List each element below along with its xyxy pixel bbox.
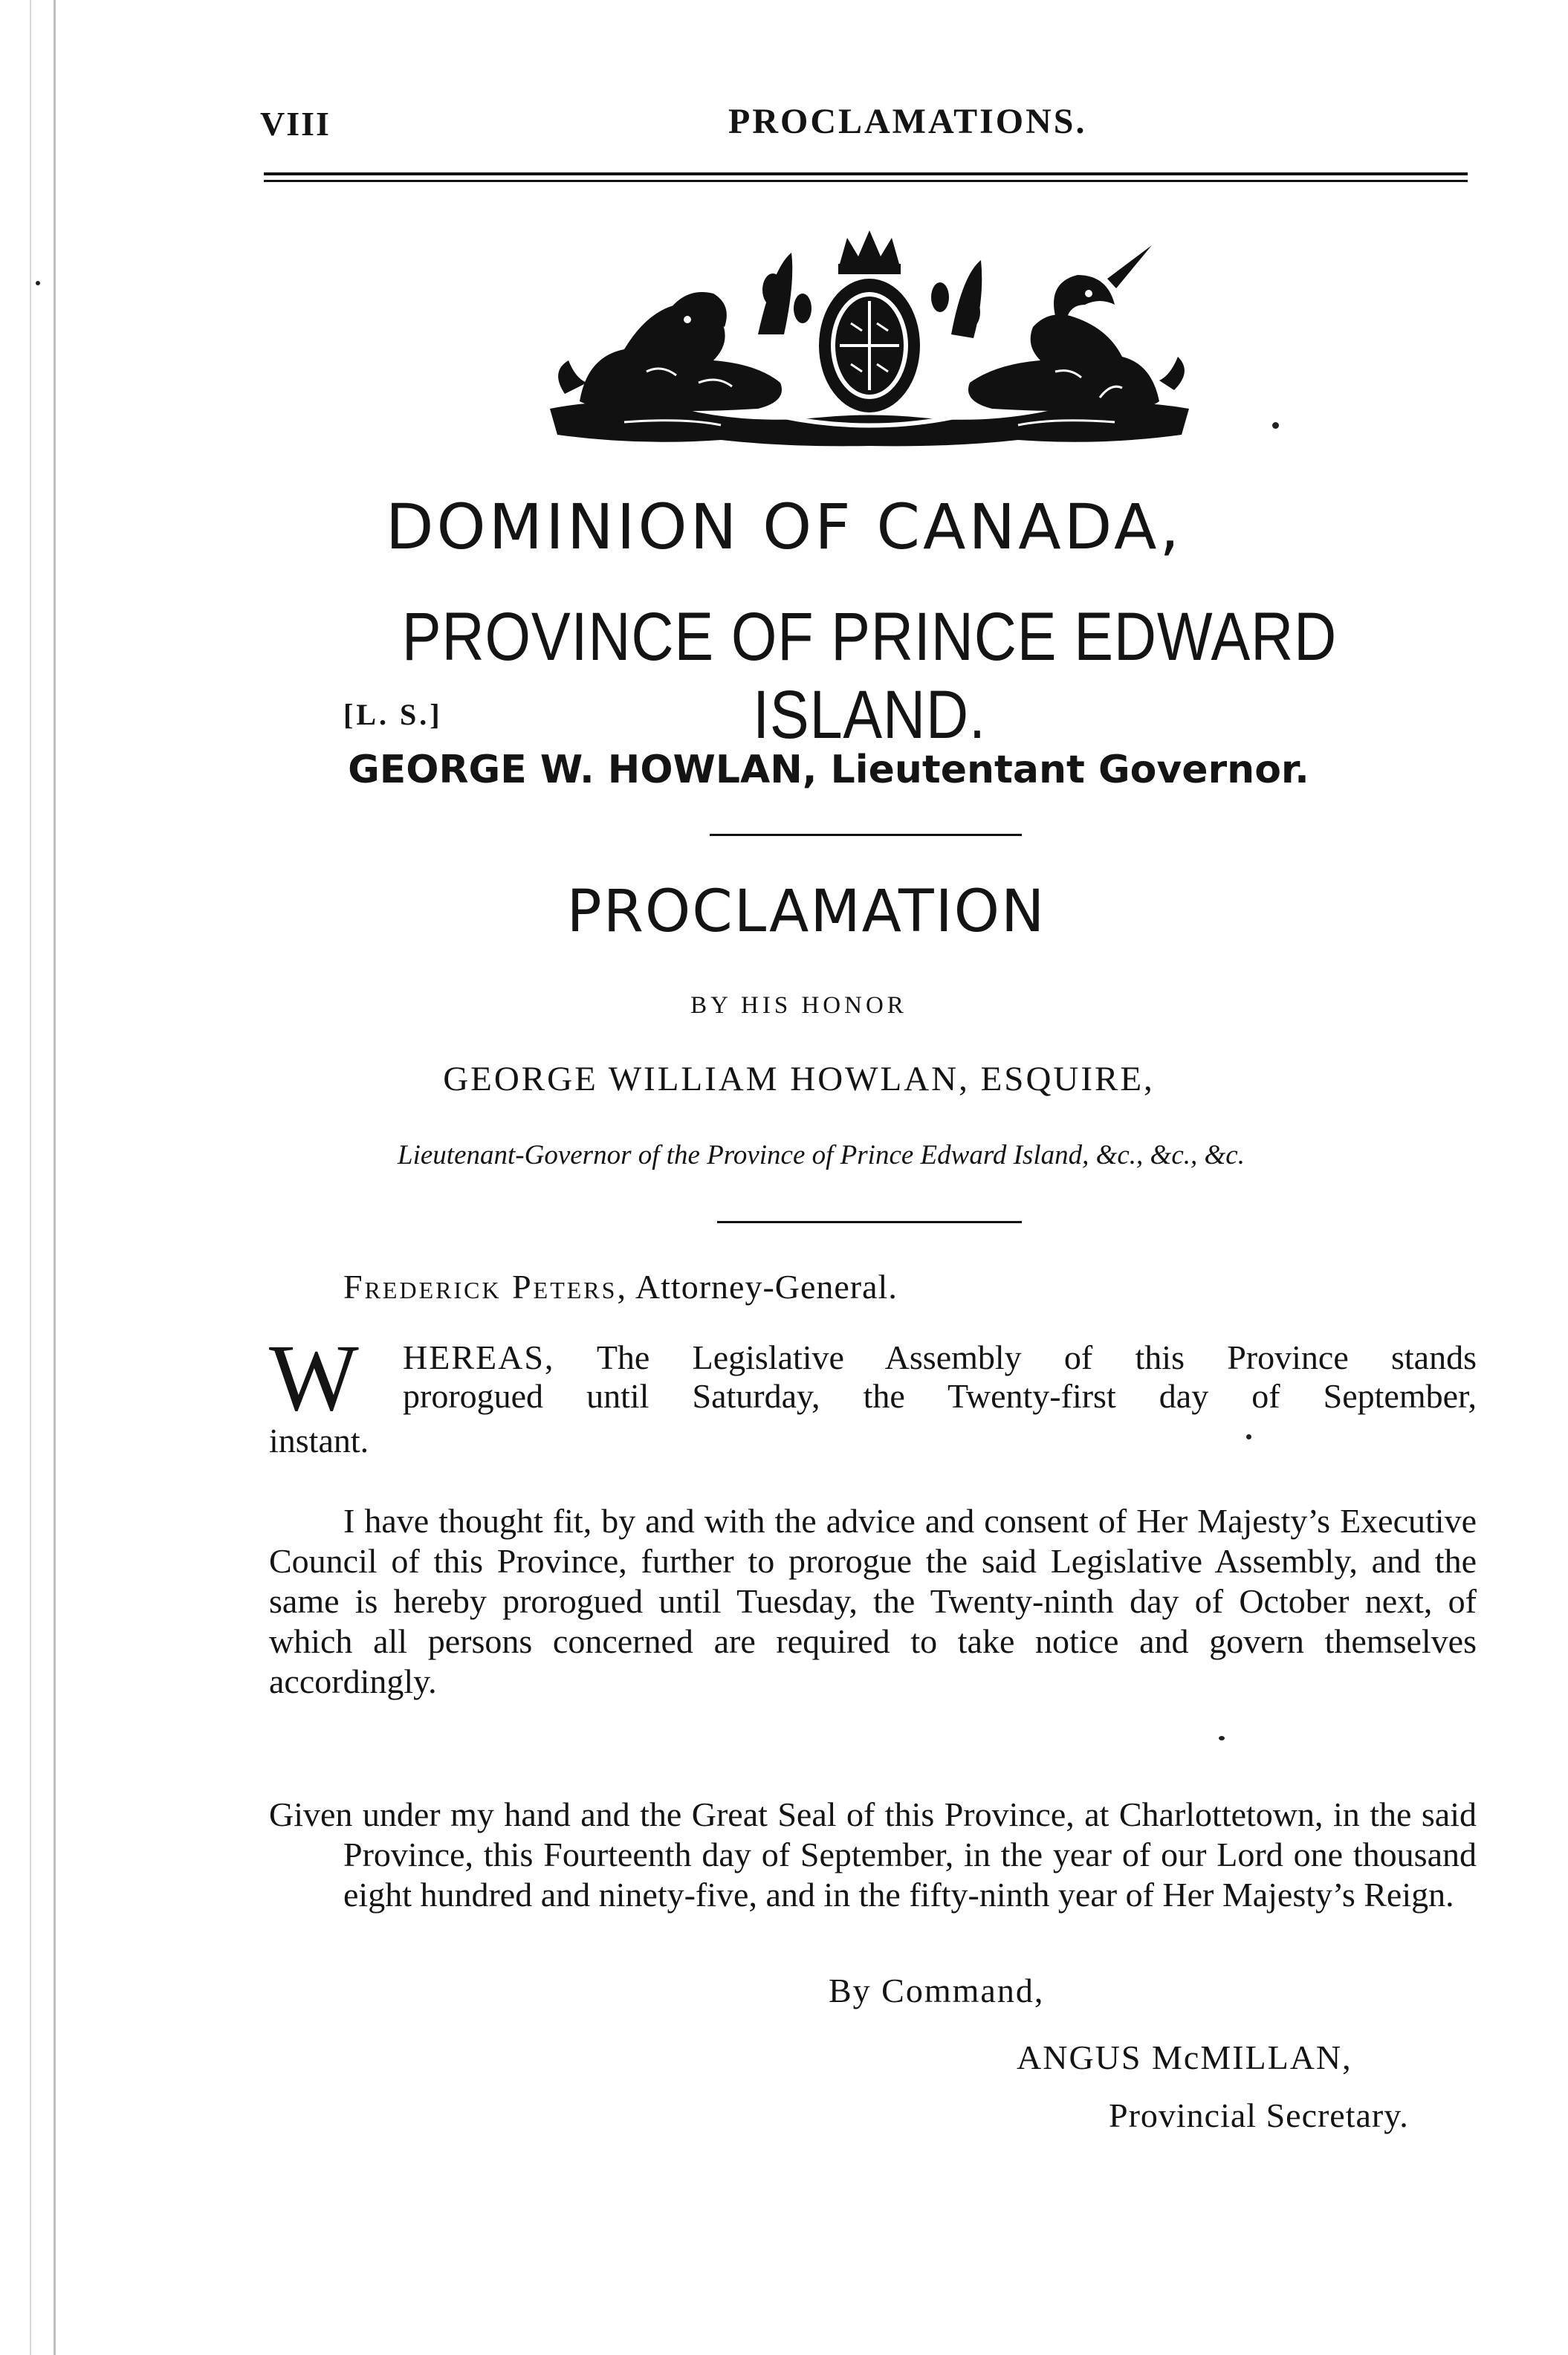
- divider-rule: [717, 1221, 1022, 1223]
- governor-line: GEORGE W. HOWLAN, Lieutentant Governor.: [348, 748, 1309, 792]
- binding-margin-line: [54, 0, 56, 2355]
- proclamation-title: PROCLAMATION: [566, 878, 1046, 945]
- header-double-rule: [264, 172, 1468, 184]
- divider-rule: [710, 834, 1022, 836]
- dominion-heading: DOMINION OF CANADA,: [385, 490, 1183, 563]
- page-folio: VIII: [260, 105, 331, 143]
- drop-cap: W: [269, 1325, 359, 1431]
- page-edge-shadow: [30, 0, 31, 2355]
- given-under-paragraph: [269, 1795, 1477, 1915]
- attorney-name: Frederick Peters,: [343, 1268, 628, 1306]
- whereas-caps: HEREAS,: [403, 1338, 555, 1376]
- print-speck: [1219, 1736, 1225, 1740]
- print-speck: [1246, 1434, 1251, 1439]
- attorney-general-line: [343, 1267, 898, 1306]
- prorogation-text: I have thought fit, by and with the advice and consent of Her Majesty’s Executive Council of this Province, further to prorogue the said Legislative Assembly, and the same is hereby prorogued until Tuesday, the Twenty-ninth day of October next, of which all persons concerned are required to take notice and govern themselves accordingly.: [269, 1502, 1477, 1700]
- print-speck: [1272, 422, 1279, 429]
- running-title: PROCLAMATIONS.: [728, 102, 1087, 141]
- royal-coat-of-arms-icon: [535, 223, 1204, 461]
- seal-mark: [L. S.]: [343, 698, 443, 731]
- whereas-text-1: The Legislative Assembly of this Province stands: [596, 1338, 1477, 1376]
- signer-title: Provincial Secretary.: [1109, 2096, 1409, 2134]
- signer-name: ANGUS McMILLAN,: [1017, 2038, 1352, 2076]
- attorney-title: Attorney-General.: [635, 1268, 898, 1306]
- print-speck: [36, 281, 40, 285]
- by-command: By Command,: [829, 1972, 1045, 2009]
- whereas-line-3: instant.: [269, 1422, 369, 1460]
- issuer-name: GEORGE WILLIAM HOWLAN, ESQUIRE,: [443, 1060, 1155, 1098]
- whereas-line-1: [403, 1338, 1477, 1378]
- issuer-office: Lieutenant-Governor of the Province of Prince Edward Island, &c., &c., &c.: [398, 1140, 1245, 1170]
- by-his-honor: BY HIS HONOR: [690, 992, 907, 1019]
- province-heading: PROVINCE OF PRINCE EDWARD ISLAND.: [401, 599, 1338, 753]
- given-under-text: Given under my hand and the Great Seal of this Province, at Charlottetown, in the said Province, this Fourteenth day of September, in the year of our Lord one thousand eight hundred and ninety-five, and in the fifty-ninth year of Her Majesty’s Reign.: [269, 1795, 1477, 1914]
- whereas-paragraph: [269, 1325, 1477, 1471]
- prorogation-paragraph: [269, 1501, 1477, 1702]
- whereas-line-2: prorogued until Saturday, the Twenty-first day of September,: [403, 1377, 1477, 1415]
